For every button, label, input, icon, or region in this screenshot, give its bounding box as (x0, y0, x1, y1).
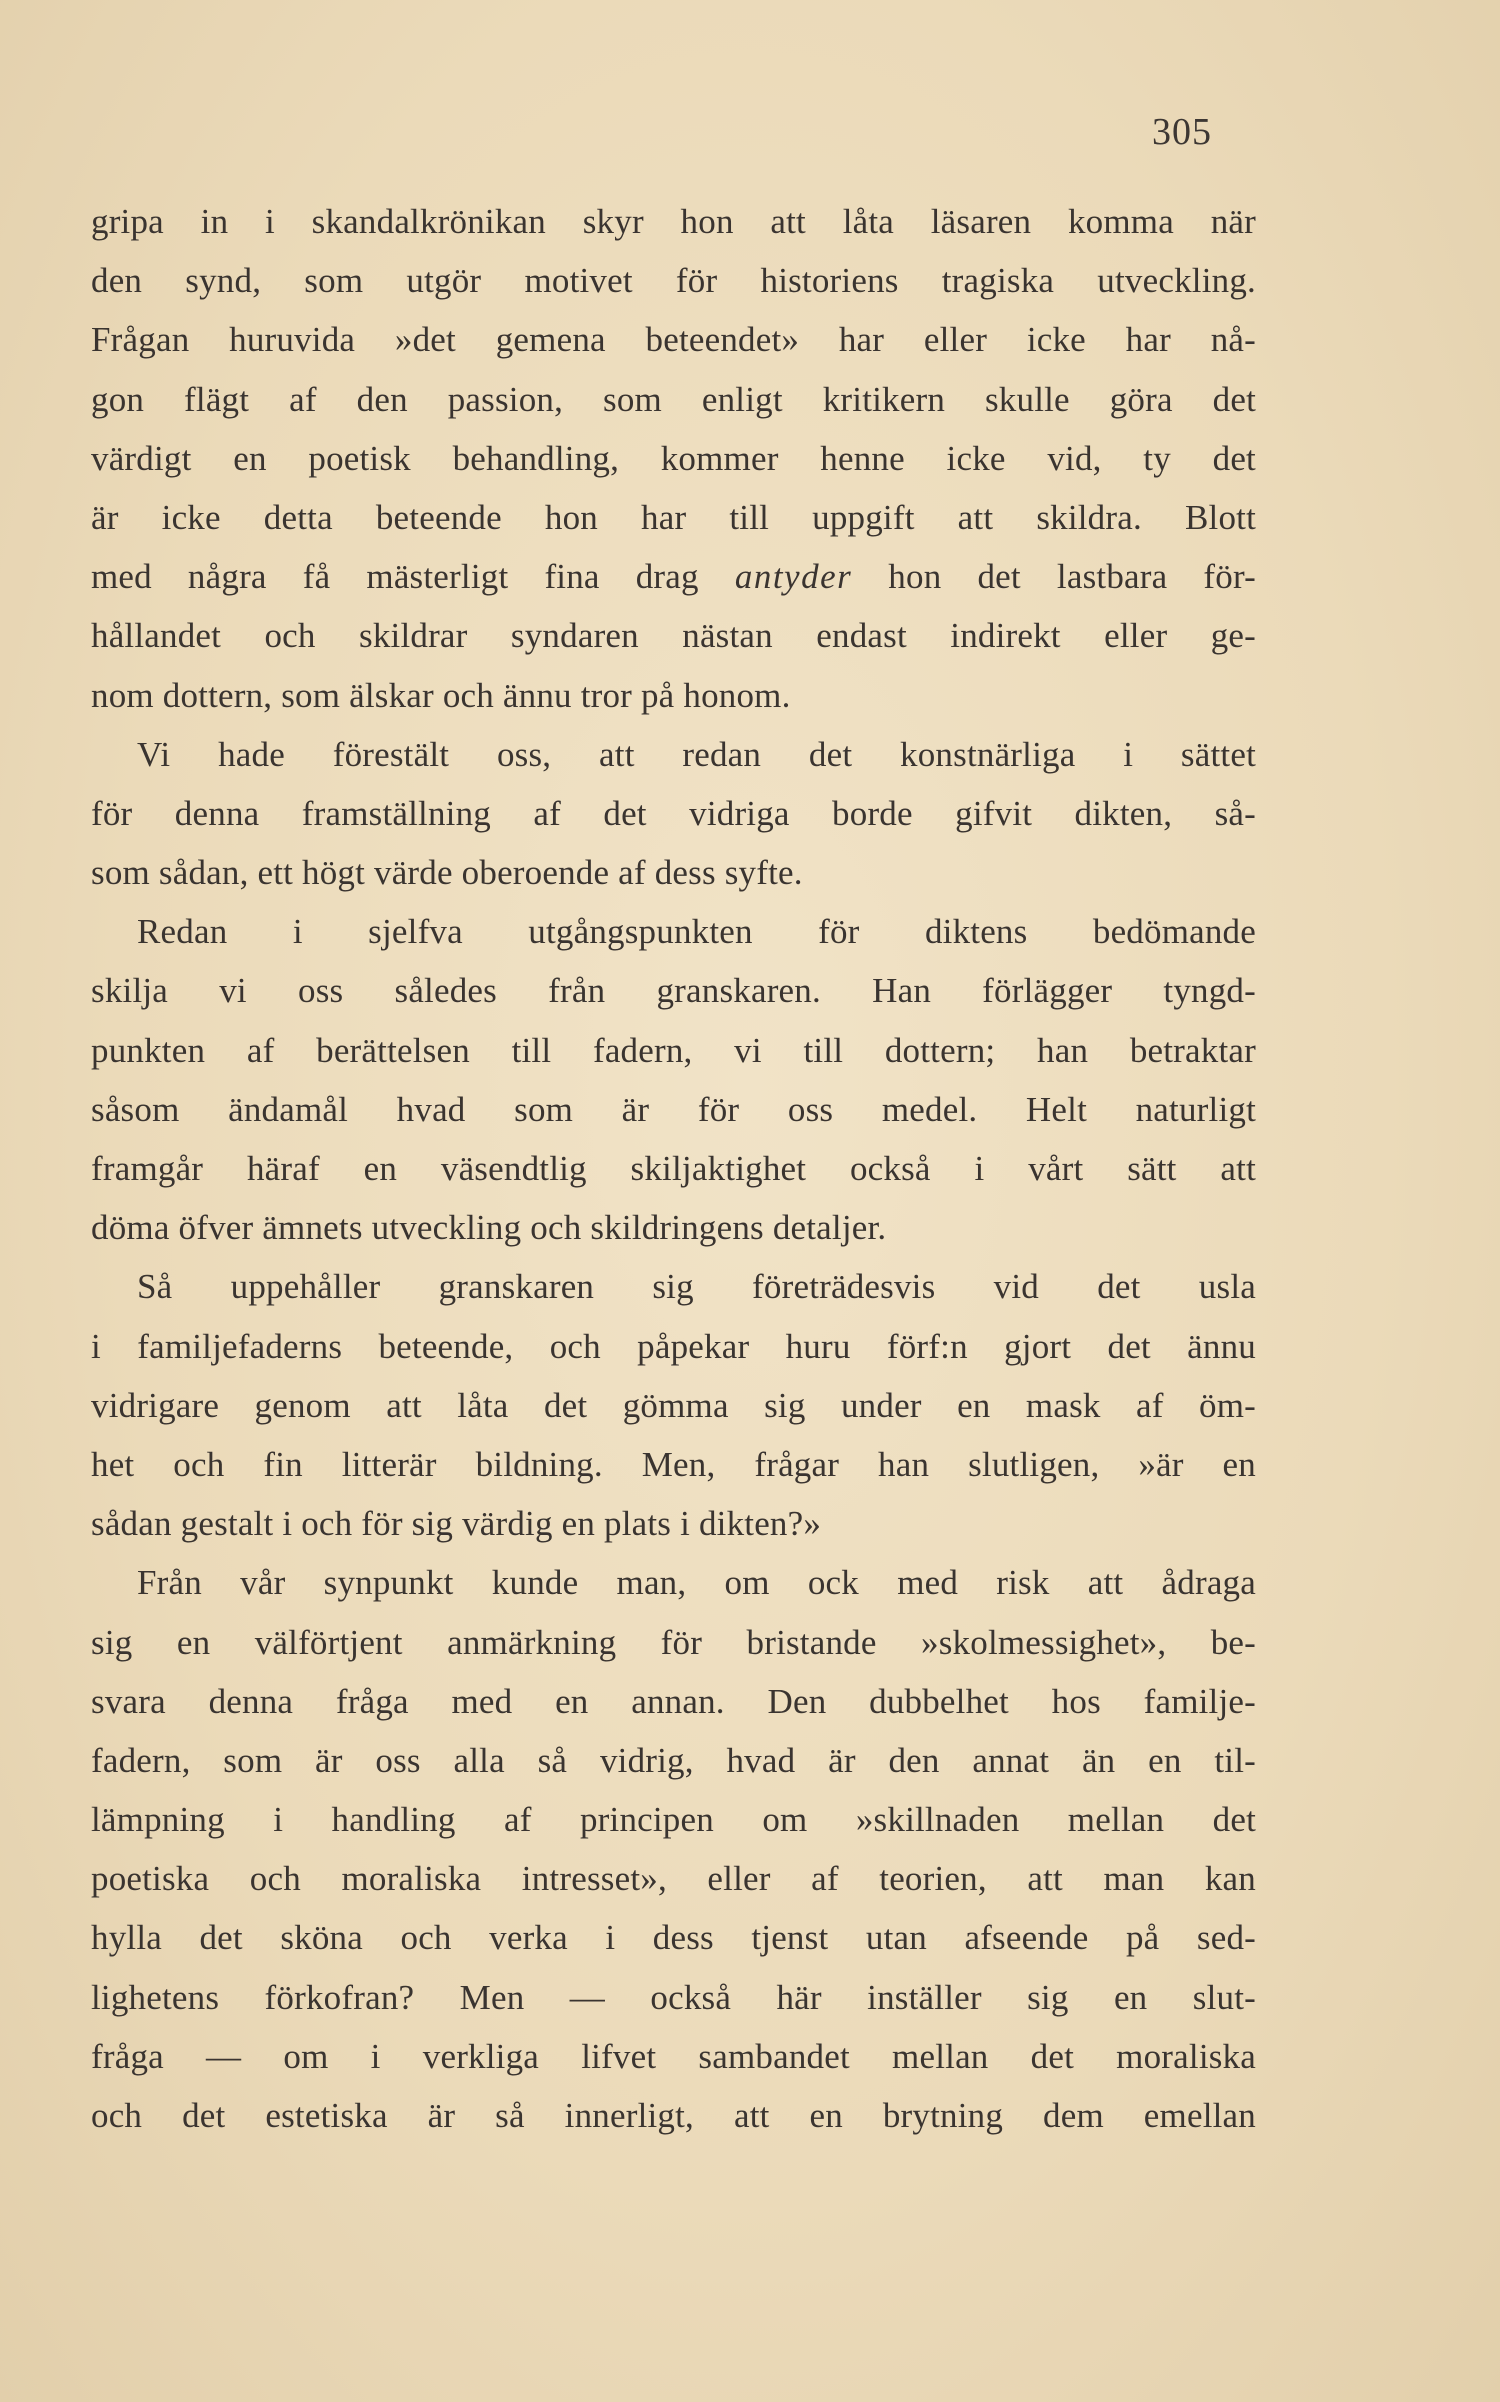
text-line: gripa in i skandalkrönikan skyr hon att låta läsaren komma när (91, 202, 1256, 241)
text-line: vidrigare genom att låta det gömma sig under en mask af öm- (91, 1385, 1256, 1425)
text-line: är icke detta beteende hon har till uppgift att skildra. Blott (91, 497, 1256, 537)
text-line: den synd, som utgör motivet för historiens tragiska utveckling. (91, 261, 1256, 301)
text-line: het och fin litterär bildning. Men, frågar han slutligen, »är en (91, 1444, 1256, 1484)
emphasized-word: antyder (734, 557, 853, 597)
text-line: i familjefaderns beteende, och påpekar huru förf:n gjort det ännu (91, 1326, 1256, 1366)
text-line: för denna framställning af det vidriga borde gifvit dikten, så- (91, 793, 1256, 833)
text-line: Redan i sjelfva utgångspunkten för diktens bedömande (137, 912, 1256, 952)
text-line: lämpning i handling af principen om »skillnaden mellan det (91, 1800, 1256, 1840)
text-line: framgår häraf en väsendtlig skiljaktighet också i vårt sätt att (91, 1149, 1256, 1188)
text-line: poetiska och moraliska intresset», eller af teorien, att man kan (91, 1859, 1256, 1899)
text-line: Så uppehåller granskaren sig företrädesvis vid det usla (137, 1267, 1256, 1307)
body-text (91, 192, 1256, 2145)
text-line: hylla det sköna och verka i dess tjenst utan afseende på sed- (91, 1918, 1256, 1958)
text-line: hållandet och skildrar syndaren nästan endast indirekt eller ge- (91, 616, 1256, 656)
text-line: fadern, som är oss alla så vidrig, hvad är den annat än en til- (91, 1740, 1256, 1780)
text-line: såsom ändamål hvad som är för oss medel. Helt naturligt (91, 1089, 1256, 1129)
text-line: gon flägt af den passion, som enligt kritikern skulle göra det (91, 379, 1256, 419)
text-line: Vi hade förestält oss, att redan det konstnärliga i sättet (137, 734, 1256, 774)
text-line: lighetens förkofran? Men — också här inställer sig en slut- (91, 1977, 1256, 2017)
text-line: Frågan huruvida »det gemena beteendet» har eller icke har nå- (91, 320, 1256, 360)
text-line: sådan gestalt i och för sig värdig en plats i dikten?» (91, 1504, 822, 1544)
text-line: fråga — om i verkliga lifvet sambandet mellan det moraliska (91, 2036, 1256, 2076)
text-line: punkten af berättelsen till fadern, vi till dottern; han betraktar (91, 1030, 1256, 1070)
text-line (91, 547, 1256, 606)
text-line: svara denna fråga med en annan. Den dubbelhet hos familje- (91, 1681, 1256, 1721)
text-line: och det estetiska är så innerligt, att en brytning dem emellan (91, 2096, 1256, 2135)
text-segment: hon det lastbara för- (852, 557, 1256, 597)
text-line: döma öfver ämnets utveckling och skildringens detaljer. (91, 1208, 887, 1248)
text-line: Från vår synpunkt kunde man, om ock med risk att ådraga (137, 1563, 1256, 1603)
text-line: skilja vi oss således från granskaren. Han förlägger tyngd- (91, 971, 1256, 1011)
text-line: som sådan, ett högt värde oberoende af dess syfte. (91, 853, 803, 893)
page-number: 305 (1152, 111, 1212, 153)
text-line: sig en välförtjent anmärkning för bristande »skolmessighet», be- (91, 1622, 1256, 1662)
text-line: värdigt en poetisk behandling, kommer henne icke vid, ty det (91, 438, 1256, 478)
text-segment: med några få mästerligt fina drag (91, 557, 735, 597)
text-line: nom dottern, som älskar och ännu tror på honom. (91, 675, 791, 715)
